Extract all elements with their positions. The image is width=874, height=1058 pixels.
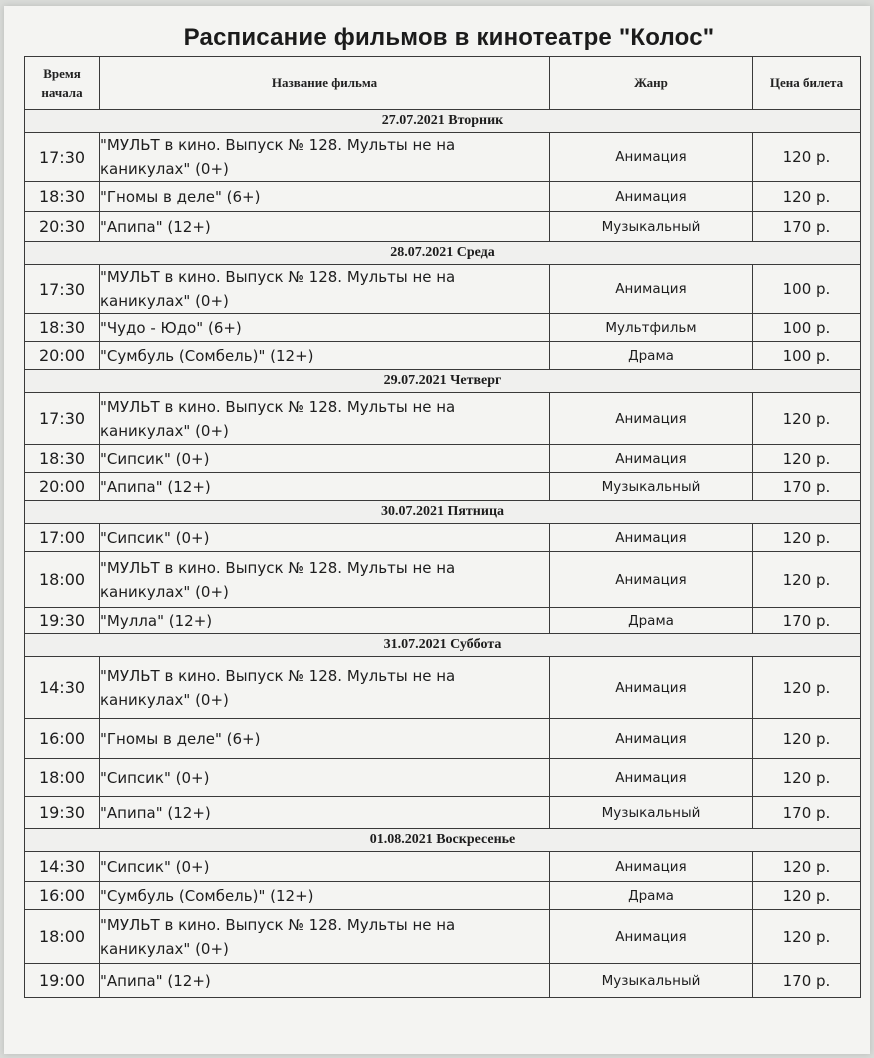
table-row [25, 852, 861, 882]
day-header-row [25, 370, 861, 393]
film-title [100, 212, 550, 242]
showtime: 17:30 [25, 393, 100, 445]
table-row [25, 524, 861, 552]
film-title-line: "Апипа" (12+) [100, 217, 211, 236]
day-header-row [25, 829, 861, 852]
table-row [25, 212, 861, 242]
film-title [100, 133, 550, 182]
film-title [100, 524, 550, 552]
ticket-price: 170 р. [753, 608, 861, 634]
film-title [100, 797, 550, 829]
film-title-line: "Сипсик" (0+) [100, 857, 210, 876]
table-row [25, 473, 861, 501]
film-title [100, 182, 550, 212]
film-title-line: "Гномы в деле" (6+) [100, 187, 261, 206]
film-genre: Драма [550, 342, 753, 370]
ticket-price: 120 р. [753, 393, 861, 445]
ticket-price: 120 р. [753, 182, 861, 212]
ticket-price: 170 р. [753, 473, 861, 501]
film-genre: Драма [550, 608, 753, 634]
table-row [25, 910, 861, 964]
table-row [25, 445, 861, 473]
header-film: Название фильма [100, 57, 550, 110]
table-row [25, 133, 861, 182]
film-title [100, 852, 550, 882]
film-title [100, 910, 550, 964]
film-title-line: "Апипа" (12+) [100, 971, 211, 990]
film-title [100, 964, 550, 998]
film-title-line: "Сипсик" (0+) [100, 528, 210, 547]
ticket-price: 100 р. [753, 342, 861, 370]
table-row [25, 964, 861, 998]
showtime: 16:00 [25, 882, 100, 910]
table-row [25, 608, 861, 634]
film-genre: Музыкальный [550, 473, 753, 501]
table-row [25, 797, 861, 829]
film-genre: Анимация [550, 265, 753, 314]
film-genre: Музыкальный [550, 964, 753, 998]
day-header-row [25, 634, 861, 657]
film-genre: Мультфильм [550, 314, 753, 342]
film-genre: Анимация [550, 852, 753, 882]
day-header-row [25, 110, 861, 133]
showtime: 18:00 [25, 552, 100, 608]
showtime: 18:30 [25, 314, 100, 342]
day-header-row [25, 242, 861, 265]
header-time-line1: Время [43, 66, 81, 81]
film-title-line: "Сумбуль (Сомбель)" (12+) [100, 346, 314, 365]
film-title [100, 719, 550, 759]
film-title-line: "Сипсик" (0+) [100, 768, 210, 787]
day-label: 27.07.2021 Вторник [25, 110, 861, 133]
ticket-price: 120 р. [753, 552, 861, 608]
showtime: 18:30 [25, 445, 100, 473]
ticket-price: 120 р. [753, 133, 861, 182]
ticket-price: 100 р. [753, 265, 861, 314]
showtime: 18:00 [25, 910, 100, 964]
film-title-line: каникулах" (0+) [100, 939, 229, 958]
table-row [25, 719, 861, 759]
film-title [100, 552, 550, 608]
film-title-line: "МУЛЬТ в кино. Выпуск № 128. Мульты не на [100, 666, 456, 685]
ticket-price: 100 р. [753, 314, 861, 342]
film-genre: Музыкальный [550, 797, 753, 829]
film-title [100, 473, 550, 501]
film-title-line: каникулах" (0+) [100, 292, 229, 310]
film-title [100, 882, 550, 910]
film-genre: Анимация [550, 552, 753, 608]
header-time-line2: начала [41, 85, 83, 100]
day-label: 29.07.2021 Четверг [25, 370, 861, 393]
header-genre: Жанр [550, 57, 753, 110]
day-label: 30.07.2021 Пятница [25, 501, 861, 524]
showtime: 14:30 [25, 657, 100, 719]
table-row [25, 552, 861, 608]
showtime: 17:30 [25, 133, 100, 182]
table-row [25, 657, 861, 719]
ticket-price: 120 р. [753, 882, 861, 910]
schedule-table [24, 56, 861, 998]
table-row [25, 342, 861, 370]
film-title [100, 759, 550, 797]
day-header-row [25, 501, 861, 524]
ticket-price: 120 р. [753, 719, 861, 759]
header-row [25, 57, 861, 110]
ticket-price: 120 р. [753, 759, 861, 797]
showtime: 16:00 [25, 719, 100, 759]
schedule-body [25, 110, 861, 998]
header-price: Цена билета [753, 57, 861, 110]
film-title [100, 265, 550, 314]
ticket-price: 120 р. [753, 445, 861, 473]
header-time [25, 57, 100, 110]
film-title-line: каникулах" (0+) [100, 160, 229, 178]
film-genre: Анимация [550, 524, 753, 552]
film-title-line: "МУЛЬТ в кино. Выпуск № 128. Мульты не на [100, 558, 456, 577]
film-genre: Анимация [550, 133, 753, 182]
film-title-line: "Сипсик" (0+) [100, 449, 210, 468]
film-title [100, 608, 550, 634]
table-row [25, 265, 861, 314]
showtime: 17:30 [25, 265, 100, 314]
film-genre: Анимация [550, 910, 753, 964]
ticket-price: 120 р. [753, 910, 861, 964]
showtime: 14:30 [25, 852, 100, 882]
film-title [100, 445, 550, 473]
film-title-line: "МУЛЬТ в кино. Выпуск № 128. Мульты не на [100, 397, 456, 416]
film-genre: Анимация [550, 182, 753, 212]
showtime: 17:00 [25, 524, 100, 552]
film-title-line: "МУЛЬТ в кино. Выпуск № 128. Мульты не на [100, 268, 456, 286]
film-title [100, 342, 550, 370]
ticket-price: 170 р. [753, 797, 861, 829]
film-title-line: каникулах" (0+) [100, 690, 229, 709]
film-title-line: "Апипа" (12+) [100, 803, 211, 822]
film-genre: Анимация [550, 657, 753, 719]
table-row [25, 314, 861, 342]
film-title-line: каникулах" (0+) [100, 421, 229, 440]
film-title-line: каникулах" (0+) [100, 582, 229, 601]
showtime: 19:00 [25, 964, 100, 998]
film-title [100, 393, 550, 445]
film-genre: Анимация [550, 719, 753, 759]
film-genre: Анимация [550, 759, 753, 797]
showtime: 20:30 [25, 212, 100, 242]
film-genre: Музыкальный [550, 212, 753, 242]
showtime: 19:30 [25, 797, 100, 829]
day-label: 28.07.2021 Среда [25, 242, 861, 265]
film-title-line: "Чудо - Юдо" (6+) [100, 318, 242, 337]
ticket-price: 120 р. [753, 524, 861, 552]
table-row [25, 759, 861, 797]
showtime: 20:00 [25, 342, 100, 370]
ticket-price: 120 р. [753, 657, 861, 719]
ticket-price: 170 р. [753, 964, 861, 998]
day-label: 31.07.2021 Суббота [25, 634, 861, 657]
table-row [25, 393, 861, 445]
film-title-line: "Апипа" (12+) [100, 477, 211, 496]
film-title-line: "Сумбуль (Сомбель)" (12+) [100, 886, 314, 905]
film-genre: Драма [550, 882, 753, 910]
showtime: 19:30 [25, 608, 100, 634]
page-title: Расписание фильмов в кинотеатре "Колос" [183, 24, 715, 51]
film-title-line: "МУЛЬТ в кино. Выпуск № 128. Мульты не на [100, 915, 456, 934]
film-genre: Анимация [550, 393, 753, 445]
table-row [25, 882, 861, 910]
film-title [100, 314, 550, 342]
film-title [100, 657, 550, 719]
film-title-line: "МУЛЬТ в кино. Выпуск № 128. Мульты не на [100, 136, 456, 154]
ticket-price: 120 р. [753, 852, 861, 882]
table-row [25, 182, 861, 212]
schedule-sheet [4, 6, 870, 1054]
film-title-line: "Мулла" (12+) [100, 611, 213, 630]
ticket-price: 170 р. [753, 212, 861, 242]
showtime: 18:00 [25, 759, 100, 797]
film-genre: Анимация [550, 445, 753, 473]
showtime: 20:00 [25, 473, 100, 501]
film-title-line: "Гномы в деле" (6+) [100, 729, 261, 748]
day-label: 01.08.2021 Воскресенье [25, 829, 861, 852]
showtime: 18:30 [25, 182, 100, 212]
